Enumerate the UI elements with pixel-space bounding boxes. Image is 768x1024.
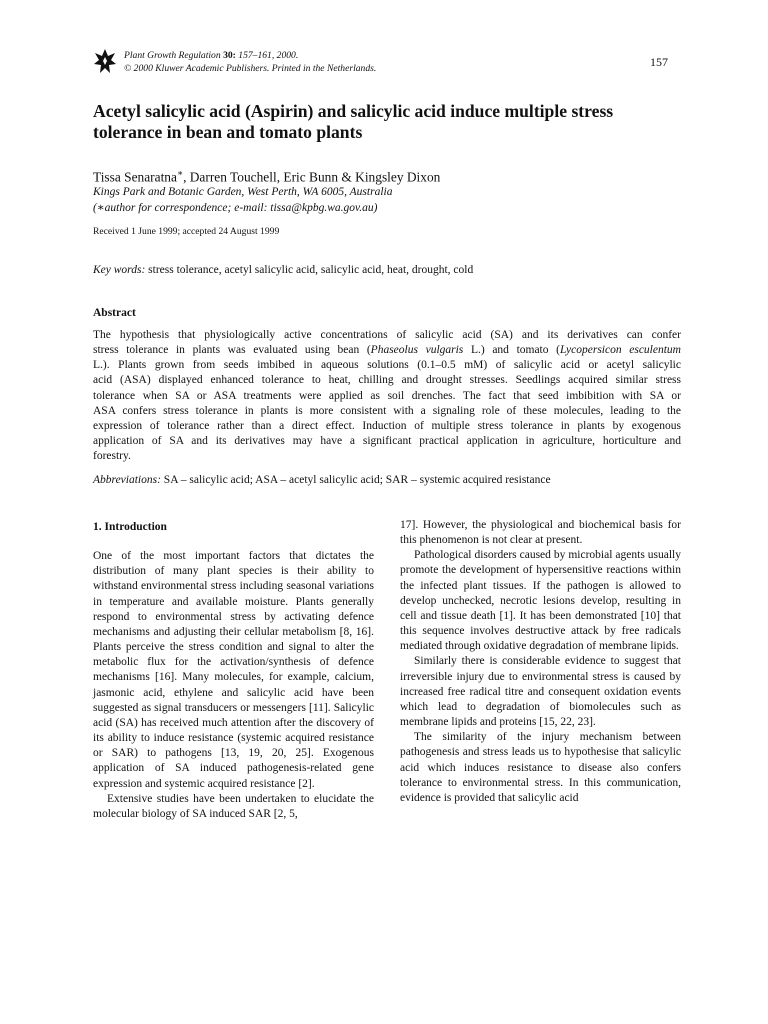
abstract-line: The hypothesis that physiologically active concentrations of salicylic acid (SA) and its derivatives can confer xyxy=(93,329,681,341)
author-name: Tissa Senaratna xyxy=(93,169,177,185)
right-column xyxy=(400,518,681,806)
paragraph: 17]. However, the physiological and biochemical basis for this phenomenon is not clear at present. xyxy=(400,519,681,547)
title-line: tolerance in bean and tomato plants xyxy=(93,122,363,142)
abstract-heading: Abstract xyxy=(93,307,136,319)
journal-pages: 157–161, 2000. xyxy=(238,50,299,61)
copyright-line: © 2000 Kluwer Academic Publishers. Printed in the Netherlands. xyxy=(124,62,377,74)
keywords-text: stress tolerance, acetyl salicylic acid, salicylic acid, heat, drought, cold xyxy=(145,264,474,276)
paragraph: Similarly there is considerable evidence to suggest that irreversible injury due to environmental stress is caused by increased free radical titre and consequent oxidation events which lead to degradation of biomolecules such as membrane lipids and proteins [15, 22, 23]. xyxy=(400,655,681,729)
abbreviations-label: Abbreviations: xyxy=(93,474,161,486)
species-name: Lycopersicon esculentum xyxy=(559,344,681,357)
abstract-line: application of SA and its derivatives may have a significant practical application in agriculture, horticulture and xyxy=(93,435,681,448)
paper-title xyxy=(93,101,693,143)
paragraph: Pathological disorders caused by microbial agents usually promote the development of hypersensitive reactions within the infected plant tissues. If the pathogen is allowed to develop unchecked, necrotic lesions develop, resulting in cell and tissue death [1]. It has been demonstrated [10] that this sequence involves destructive attack by free radicals mediated through oxidative degradation of membrane lipids. xyxy=(400,549,681,653)
publisher-logo xyxy=(93,48,117,76)
abstract-line: tolerance when SA or ASA treatments were applied as soil drenches. The fact that seed imbibition with SA or xyxy=(93,389,681,402)
abstract-line: expression of tolerance rather than a direct effect. Induction of multiple stress tolerance in plants by exogenous xyxy=(93,419,681,432)
abstract-line: forestry. xyxy=(93,450,131,463)
left-column xyxy=(93,520,374,822)
correspondence-line: (∗author for correspondence; e-mail: tissa@kpbg.wa.gov.au) xyxy=(93,202,378,214)
keywords xyxy=(93,264,473,276)
abstract-line: stress tolerance in plants was evaluated using bean (Phaseolus vulgaris L.) and tomato (Lycopersicon esculentum xyxy=(93,344,681,357)
keywords-label: Key words: xyxy=(93,264,146,276)
abbreviations xyxy=(93,474,551,486)
abstract-line: ASA confers stress tolerance in plants is more consistent with a signaling role of these molecules, leading to the xyxy=(93,404,681,417)
journal-citation xyxy=(124,50,376,75)
title-line: Acetyl salicylic acid (Aspirin) and salicylic acid induce multiple stress xyxy=(93,101,614,121)
affiliation xyxy=(93,184,392,216)
section-heading: 1. Introduction xyxy=(93,521,167,533)
corresponding-mark: ∗ xyxy=(176,168,184,178)
paragraph: The similarity of the injury mechanism between pathogenesis and stress leads us to hypothesise that salicylic acid which induces resistance to disease also confers tolerance to environmental stress. In this communication, evidence is provided that salicylic acid xyxy=(400,731,681,804)
journal-volume: 30: xyxy=(223,50,236,61)
paragraph: Extensive studies have been undertaken to elucidate the molecular biology of SA induced SAR [2, 5, xyxy=(93,792,374,820)
paragraph: One of the most important factors that dictates the distribution of many plant species is their ability to withstand environmental stress including seasonal variations in temperature and available moisture. Plants generally respond to environmental stress by activating defence mechanisms and adjusting their cellular metabolism [8, 16]. Plants perceive the stress condition and signal to alter the metabolic flux for the activation/synthesis of defence mechanisms [16]. Many molecules, for example, calcium, jasmonic acid, ethylene and salicylic acid have been suggested as signal transducers or messengers [11]. Salicylic acid (SA) has received much attention after the discovery of its ability to induce resistance (systemic acquired resistance or SAR) to pathogens [13, 19, 20, 25]. Exogenous application of SA induced pathogenesis-related gene expression and systemic acquired resistance [2]. xyxy=(93,550,374,790)
abstract-text xyxy=(93,328,681,464)
species-name: Phaseolus vulgaris xyxy=(370,344,464,357)
abbreviations-text: SA – salicylic acid; ASA – acetyl salicylic acid; SAR – systemic acquired resistance xyxy=(160,474,551,486)
author-list xyxy=(93,168,440,185)
abstract-line: L.). Plants grown from seeds imbibed in aqueous solutions (0.1–0.5 mM) of salicylic acid or acetyl salicylic xyxy=(93,359,681,372)
author-names-rest: , Darren Touchell, Eric Bunn & Kingsley Dixon xyxy=(183,169,441,185)
journal-name: Plant Growth Regulation xyxy=(124,50,221,61)
affiliation-address: Kings Park and Botanic Garden, West Perth, WA 6005, Australia xyxy=(93,186,393,198)
received-dates: Received 1 June 1999; accepted 24 August 1999 xyxy=(93,226,280,237)
abstract-line: acid (ASA) displayed enhanced tolerance to heat, chilling and drought stresses. Seedlings acquired similar stress xyxy=(93,374,681,387)
page-number: 157 xyxy=(650,55,668,69)
